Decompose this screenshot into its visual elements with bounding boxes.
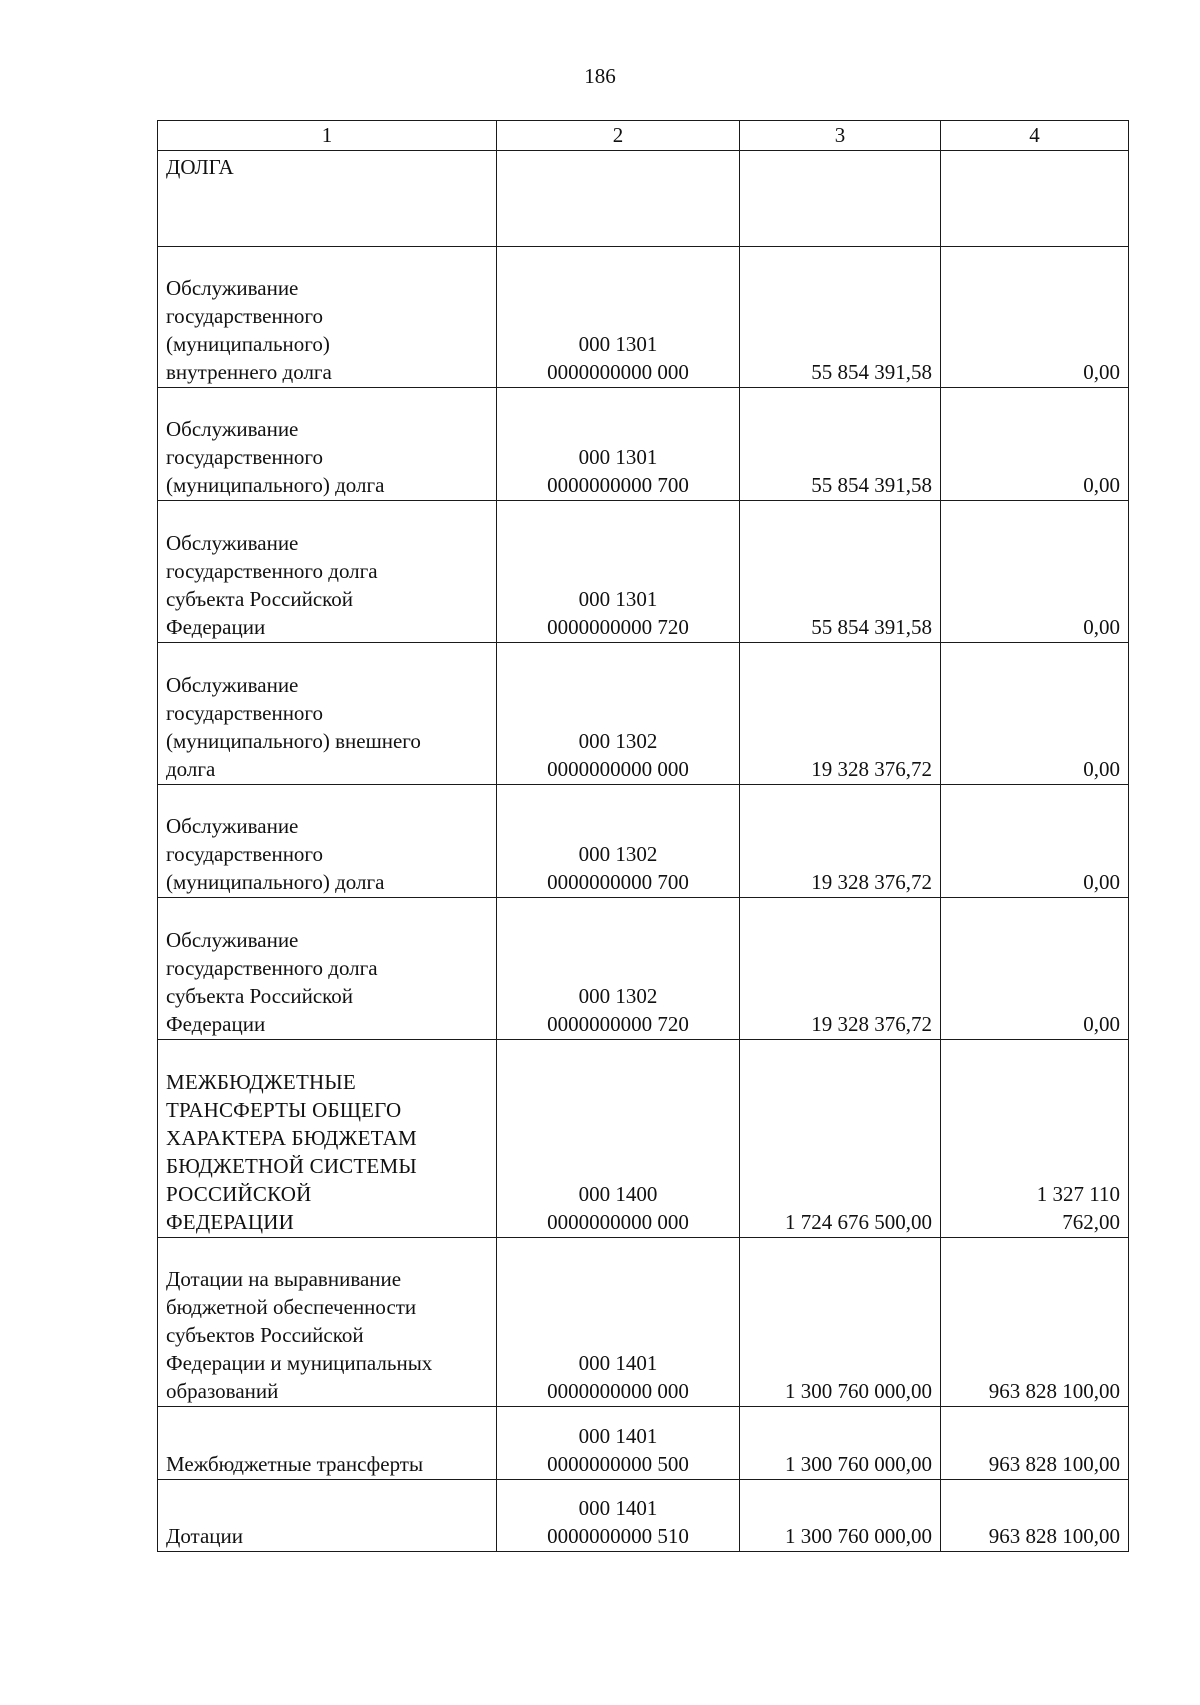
row-col4-value: 963 828 100,00 bbox=[988, 1379, 1120, 1403]
row-col3-cell bbox=[740, 898, 941, 1040]
row-name: Обслуживание государственного (муниципального) долга bbox=[166, 417, 385, 497]
table-row bbox=[158, 643, 1129, 785]
budget-table bbox=[157, 120, 1129, 1552]
table-row bbox=[158, 1480, 1129, 1552]
row-name-cell bbox=[158, 898, 497, 1040]
row-code: 000 1401 0000000000 510 bbox=[547, 1496, 689, 1548]
row-col3-value: 19 328 376,72 bbox=[811, 757, 932, 781]
row-col3-value: 1 300 760 000,00 bbox=[785, 1524, 932, 1548]
row-col3-cell bbox=[740, 643, 941, 785]
row-name-cell bbox=[158, 643, 497, 785]
row-code: 000 1400 0000000000 000 bbox=[547, 1182, 689, 1234]
row-code: 000 1302 0000000000 700 bbox=[547, 842, 689, 894]
row-name-cell bbox=[158, 247, 497, 388]
row-code-cell bbox=[497, 898, 740, 1040]
row-col4-value: 963 828 100,00 bbox=[988, 1524, 1120, 1548]
row-col4-value: 0,00 bbox=[1083, 473, 1120, 497]
row-name: МЕЖБЮДЖЕТНЫЕ ТРАНСФЕРТЫ ОБЩЕГО ХАРАКТЕРА БЮДЖЕТАМ БЮДЖЕТНОЙ СИСТЕМЫ РОССИЙСКОЙ ФЕДЕРАЦИИ bbox=[166, 1070, 417, 1234]
row-col4-value: 0,00 bbox=[1083, 360, 1120, 384]
column-header-1: 1 bbox=[158, 121, 497, 151]
row-col4-value: 963 828 100,00 bbox=[988, 1452, 1120, 1476]
row-col3-cell bbox=[740, 785, 941, 898]
row-col4-cell bbox=[941, 1238, 1129, 1407]
row-col4-cell bbox=[941, 1480, 1129, 1552]
row-col3-value: 19 328 376,72 bbox=[811, 870, 932, 894]
row-col4-cell bbox=[941, 785, 1129, 898]
row-col3-value: 55 854 391,58 bbox=[811, 473, 932, 497]
header-row bbox=[158, 121, 1129, 151]
row-code-cell bbox=[497, 1040, 740, 1238]
row-col4-cell bbox=[941, 1040, 1129, 1238]
table-row bbox=[158, 501, 1129, 643]
row-name: Обслуживание государственного (муниципального) долга bbox=[166, 814, 385, 894]
table-row bbox=[158, 785, 1129, 898]
row-code-cell bbox=[497, 1238, 740, 1407]
row-code: 000 1302 0000000000 000 bbox=[547, 729, 689, 781]
row-col3-value: 55 854 391,58 bbox=[811, 360, 932, 384]
column-header-2: 2 bbox=[497, 121, 740, 151]
row-col4-cell bbox=[941, 247, 1129, 388]
row-col4-value: 0,00 bbox=[1083, 615, 1120, 639]
row-name: Межбюджетные трансферты bbox=[166, 1452, 424, 1476]
row-code-cell bbox=[497, 1480, 740, 1552]
row-col3-cell bbox=[740, 388, 941, 501]
row-name: Обслуживание государственного долга субъекта Российской Федерации bbox=[166, 928, 378, 1036]
row-col4-cell bbox=[941, 388, 1129, 501]
row-col3-cell bbox=[740, 1407, 941, 1480]
table-header bbox=[158, 121, 1129, 151]
row-col3-value: 19 328 376,72 bbox=[811, 1012, 932, 1036]
row-col3-value: 1 300 760 000,00 bbox=[785, 1379, 932, 1403]
row-col4-cell bbox=[941, 1407, 1129, 1480]
row-code: 000 1301 0000000000 000 bbox=[547, 332, 689, 384]
row-name-cell bbox=[158, 388, 497, 501]
row-name-cell bbox=[158, 1040, 497, 1238]
table-row bbox=[158, 898, 1129, 1040]
row-name-cell bbox=[158, 501, 497, 643]
table-row bbox=[158, 1040, 1129, 1238]
row-col4-value: 0,00 bbox=[1083, 1012, 1120, 1036]
row-col3-value: 55 854 391,58 bbox=[811, 615, 932, 639]
row-col4-cell bbox=[941, 501, 1129, 643]
row-name: Обслуживание государственного (муниципального) внешнего долга bbox=[166, 673, 421, 781]
table-row bbox=[158, 388, 1129, 501]
row-name: Обслуживание государственного долга субъекта Российской Федерации bbox=[166, 531, 378, 639]
table-row bbox=[158, 247, 1129, 388]
column-header-3: 3 bbox=[740, 121, 941, 151]
row-name-cell bbox=[158, 785, 497, 898]
row-col4-cell bbox=[941, 151, 1129, 247]
row-col3-cell bbox=[740, 501, 941, 643]
row-col3-cell bbox=[740, 247, 941, 388]
row-code-cell bbox=[497, 1407, 740, 1480]
row-code-cell bbox=[497, 785, 740, 898]
row-code: 000 1401 0000000000 000 bbox=[547, 1351, 689, 1403]
row-col4-cell bbox=[941, 898, 1129, 1040]
row-code-cell bbox=[497, 247, 740, 388]
row-col3-cell bbox=[740, 1040, 941, 1238]
table-row bbox=[158, 151, 1129, 247]
row-code-cell bbox=[497, 151, 740, 247]
row-name: Дотации bbox=[166, 1524, 244, 1548]
row-col4-cell bbox=[941, 643, 1129, 785]
row-code: 000 1301 0000000000 700 bbox=[547, 445, 689, 497]
row-code: 000 1301 0000000000 720 bbox=[547, 587, 689, 639]
row-name-cell bbox=[158, 1407, 497, 1480]
row-code-cell bbox=[497, 501, 740, 643]
row-name: Дотации на выравнивание бюджетной обеспеченности субъектов Российской Федерации и муниципальных образований bbox=[166, 1267, 433, 1403]
row-name-cell bbox=[158, 1480, 497, 1552]
row-name-cell bbox=[158, 151, 497, 247]
column-header-4: 4 bbox=[941, 121, 1129, 151]
table-body bbox=[158, 151, 1129, 1552]
row-code-cell bbox=[497, 388, 740, 501]
row-name: Обслуживание государственного (муниципального) внутреннего долга bbox=[166, 276, 332, 384]
row-name-cell bbox=[158, 1238, 497, 1407]
table-row bbox=[158, 1238, 1129, 1407]
row-col4-value: 0,00 bbox=[1083, 757, 1120, 781]
row-col4-value: 1 327 110 762,00 bbox=[1036, 1182, 1120, 1234]
row-code-cell bbox=[497, 643, 740, 785]
row-name: ДОЛГА bbox=[166, 155, 234, 179]
row-code: 000 1401 0000000000 500 bbox=[547, 1424, 689, 1476]
row-col3-value: 1 300 760 000,00 bbox=[785, 1452, 932, 1476]
row-col4-value: 0,00 bbox=[1083, 870, 1120, 894]
row-col3-cell bbox=[740, 1238, 941, 1407]
row-code: 000 1302 0000000000 720 bbox=[547, 984, 689, 1036]
page-number: 186 bbox=[584, 64, 616, 88]
table-row bbox=[158, 1407, 1129, 1480]
row-col3-cell bbox=[740, 1480, 941, 1552]
row-col3-value: 1 724 676 500,00 bbox=[785, 1210, 932, 1234]
row-col3-cell bbox=[740, 151, 941, 247]
